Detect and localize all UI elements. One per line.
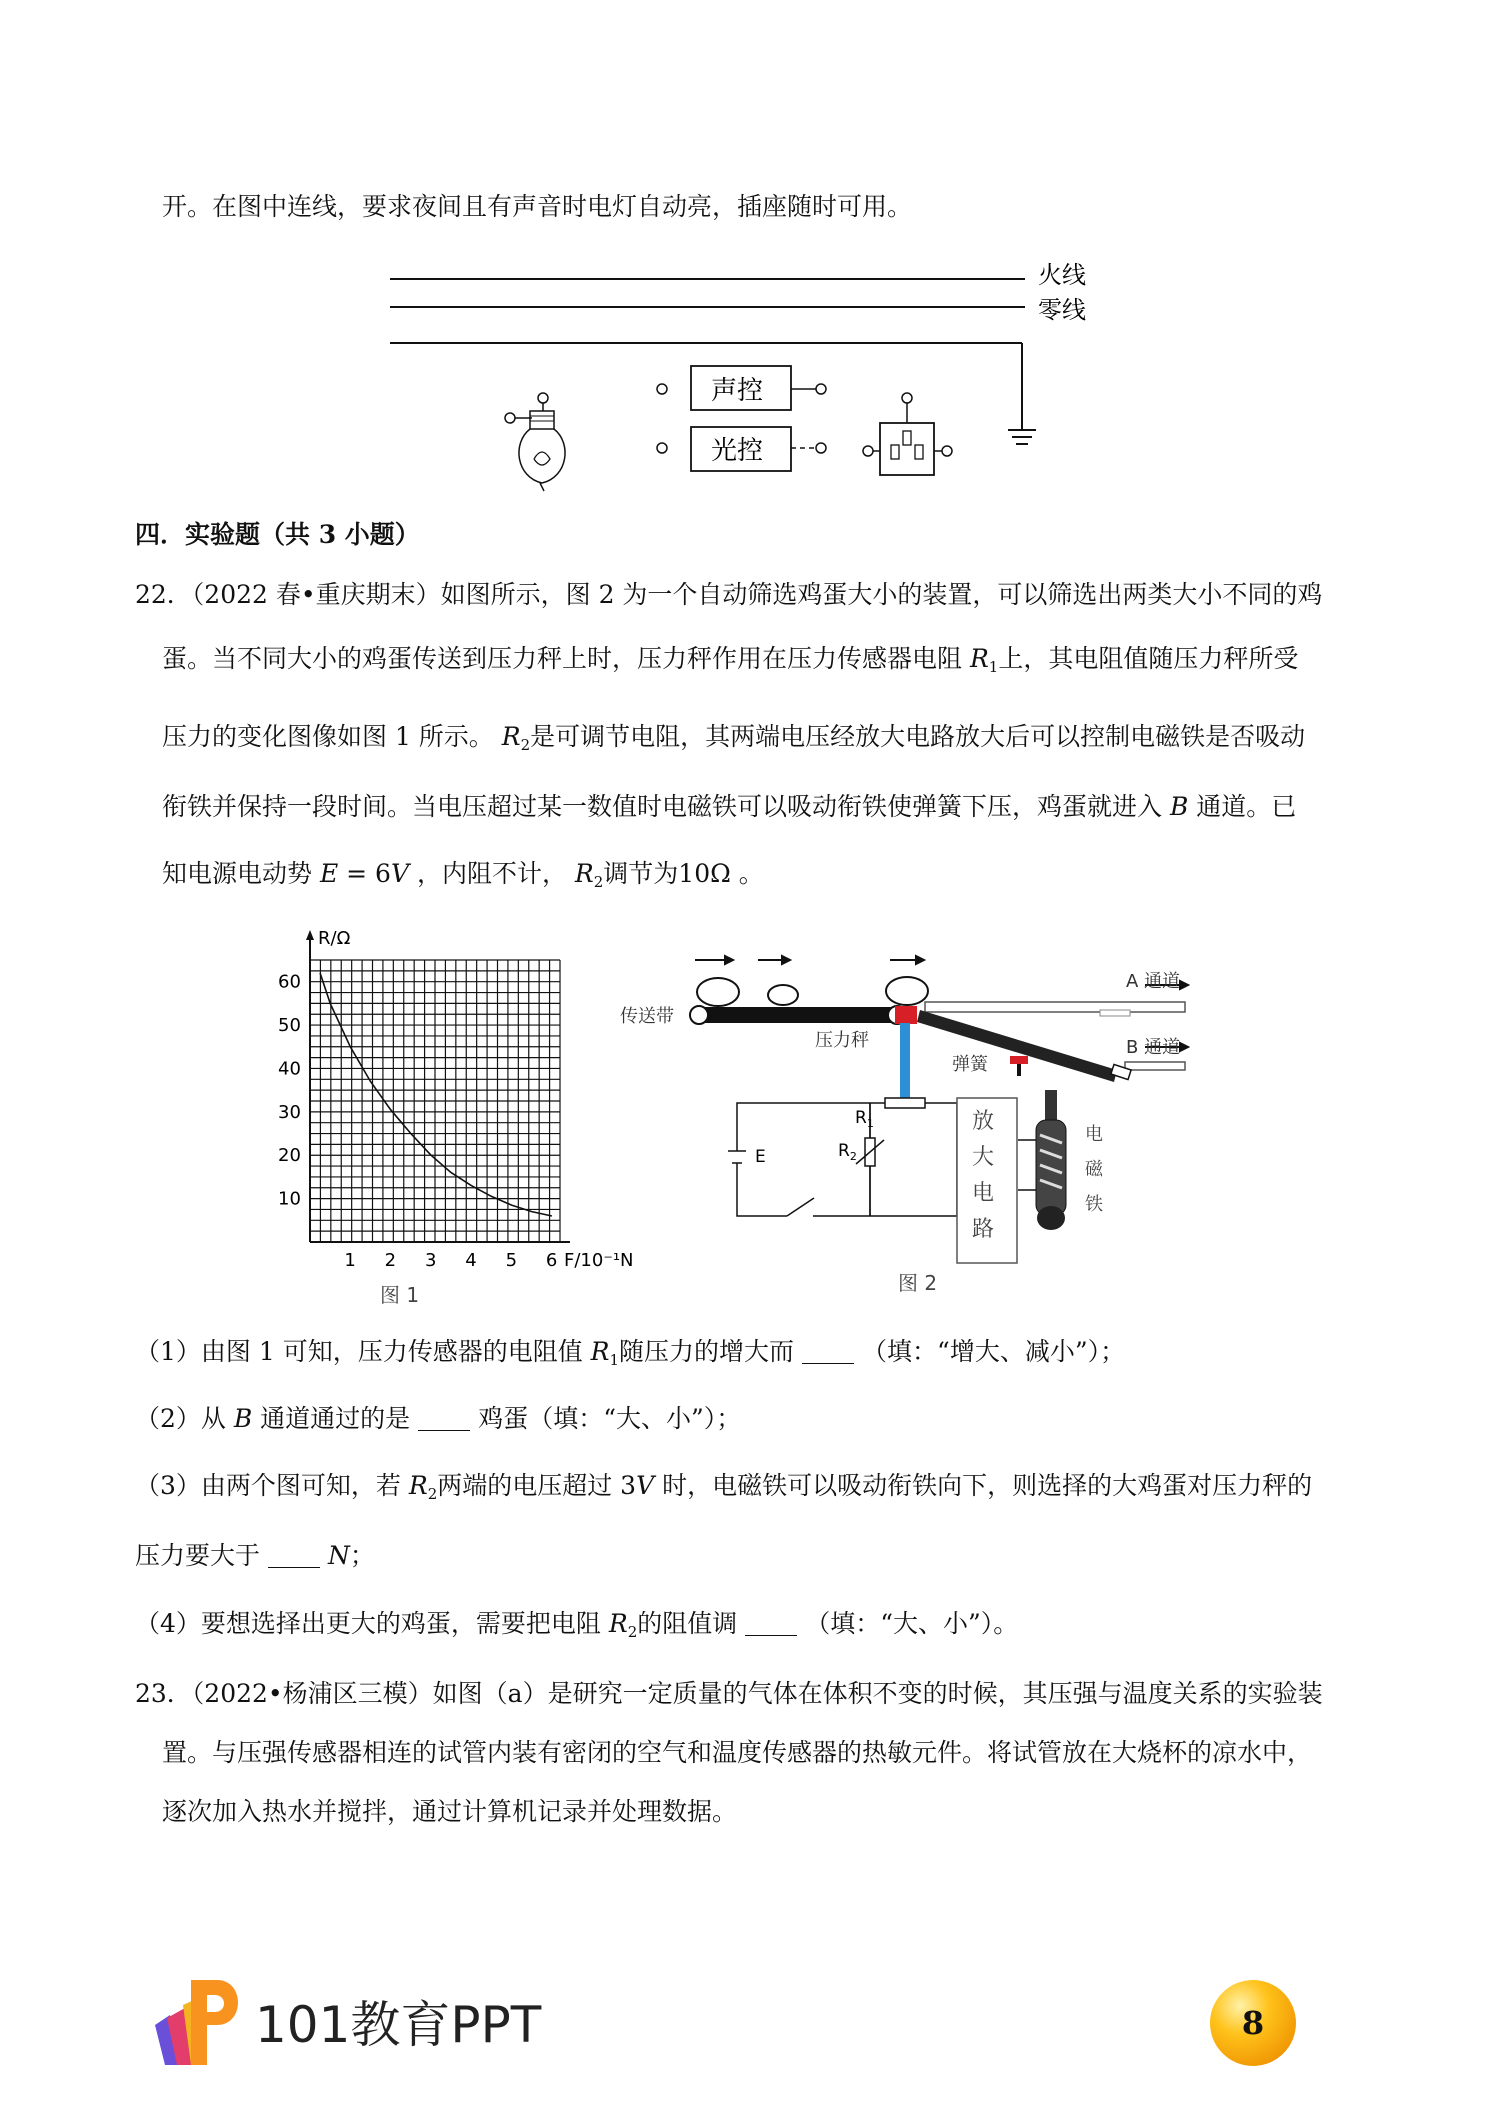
r2-label: $R_2$ (838, 1141, 857, 1163)
y-tick-label: 50 (278, 1015, 301, 1037)
x-tick-label: 2 (384, 1250, 397, 1271)
y-tick-label: 30 (278, 1101, 301, 1123)
magnet-char-3: 铁 (1085, 1194, 1103, 1215)
x-tick-label: 6 (545, 1250, 558, 1271)
electromagnet-icon (1036, 1090, 1066, 1230)
x-tick-label: 1 (344, 1250, 356, 1271)
neutral-wire-label: 零线 (1038, 296, 1086, 324)
channel-a-label: A 通道 (1126, 971, 1181, 992)
magnet-char-2: 磁 (1085, 1159, 1103, 1180)
live-wire-label: 火线 (1038, 261, 1086, 289)
sub-question-1: （1）由图 1 可知，压力传感器的电阻值 $R_1$随压力的增大而 （填：“增大、减小”）； (135, 1337, 1126, 1369)
scale-label: 压力秤 (815, 1030, 869, 1051)
egg-small (768, 985, 798, 1005)
conveyor-belt (699, 1007, 897, 1023)
section-heading: 四．实验题（共 3 小题） (135, 520, 420, 549)
q23-line1: 23．（2022•杨浦区三模）如图（a）是研究一定质量的气体在体积不变的时候，其压强与温度关系的实验装 (135, 1679, 1323, 1708)
q23-line2: 置。与压强传感器相连的试管内装有密闭的空气和温度传感器的热敏元件。将试管放在大烧杯的凉水中， (162, 1738, 1313, 1767)
q22-line3: 压力的变化图像如图 1 所示。 $R_2$是可调节电阻，其两端电压经放大电路放大后可以控制电磁铁是否吸动 (162, 722, 1306, 754)
y-tick-label: 20 (278, 1145, 301, 1167)
channel-a (925, 1002, 1185, 1012)
socket-icon (863, 393, 952, 475)
amp-char-2: 大 (972, 1145, 995, 1170)
chart-xlabel: F/10⁻¹N (564, 1250, 634, 1271)
figure2-apparatus (620, 950, 1220, 1310)
scale-pad (895, 1006, 917, 1024)
source-label: E (755, 1147, 766, 1167)
bulb-icon (505, 393, 565, 491)
scale-post (900, 1023, 910, 1098)
sub-question-4: （4）要想选择出更大的鸡蛋，需要把电阻 $R_2$的阻值调 （填：“大、小”）。 (135, 1609, 1019, 1641)
sound-switch-label: 声控 (711, 376, 764, 406)
y-axis-arrow (306, 930, 314, 940)
egg-on-scale (886, 977, 928, 1005)
household-circuit-figure (380, 245, 1120, 495)
sub-question-3: （3）由两个图可知，若 $R_2$两端的电压超过 3V 时，电磁铁可以吸动衔铁向下，则选择的大鸡蛋对压力秤的 (135, 1471, 1313, 1503)
x-tick-label: 5 (505, 1250, 518, 1271)
q21-tail-text: 开。在图中连线，要求夜间且有声音时电灯自动亮，插座随时可用。 (162, 192, 913, 221)
figure2-caption: 图 2 (898, 1271, 938, 1295)
channel-b-label: B 通道 (1126, 1037, 1181, 1058)
logo-icon (145, 1970, 245, 2070)
sub-question-2: （2）从 B 通道通过的是 鸡蛋（填：“大、小”）； (135, 1404, 742, 1433)
x-tick-label: 4 (465, 1250, 477, 1271)
amp-char-3: 电 (972, 1181, 995, 1206)
amp-char-1: 放 (972, 1109, 995, 1134)
chart-title: 图 1 (380, 1283, 420, 1307)
y-tick-label: 10 (278, 1188, 301, 1210)
chart-axes (306, 930, 570, 1242)
q22-line2: 蛋。当不同大小的鸡蛋传送到压力秤上时，压力秤作用在压力传感器电阻 $R_1$上，其电阻值随压力秤所受 (162, 644, 1299, 676)
magnet-char-1: 电 (1085, 1124, 1103, 1145)
page-number-badge: 8 (1210, 1980, 1296, 2066)
series-line (320, 973, 552, 1216)
spring-top (1010, 1056, 1028, 1064)
y-tick-label: 60 (278, 971, 301, 993)
answer-blank-2[interactable] (418, 1408, 470, 1431)
y-tick-label: 40 (278, 1058, 301, 1080)
q22-line4: 衔铁并保持一段时间。当电压超过某一数值时电磁铁可以吸动衔铁使弹簧下压，鸡蛋就进入 B 通道。已 (162, 792, 1297, 821)
q22-line1: 22．（2022 春•重庆期末）如图所示，图 2 为一个自动筛选鸡蛋大小的装置，可以筛选出两类大小不同的鸡 (135, 580, 1323, 609)
r1-sensor (885, 1098, 925, 1108)
q22-line5: 知电源电动势 E = 6V ，内阻不计， $R_2$调节为10Ω 。 (162, 859, 764, 891)
chart-grid (310, 960, 560, 1242)
answer-blank-4[interactable] (745, 1613, 797, 1636)
amp-char-4: 路 (972, 1217, 995, 1242)
chart-ylabel: R/Ω (318, 928, 351, 949)
answer-blank-3[interactable] (268, 1545, 320, 1568)
spring-label: 弹簧 (952, 1054, 988, 1075)
chart-series (320, 973, 552, 1216)
logo-text: 101教育PPT (255, 1996, 542, 2054)
q23-line3: 逐次加入热水并搅拌，通过计算机记录并处理数据。 (162, 1797, 738, 1826)
light-switch-label: 光控 (711, 436, 764, 466)
answer-blank-1[interactable] (802, 1341, 854, 1364)
sub-question-3-cont: 压力要大于 N； (135, 1541, 375, 1570)
egg-large (697, 978, 739, 1006)
channel-b (1125, 1062, 1185, 1070)
x-tick-label: 3 (424, 1250, 437, 1271)
belt-label: 传送带 (620, 1006, 674, 1027)
r1-label: $R_1$ (855, 1108, 874, 1130)
